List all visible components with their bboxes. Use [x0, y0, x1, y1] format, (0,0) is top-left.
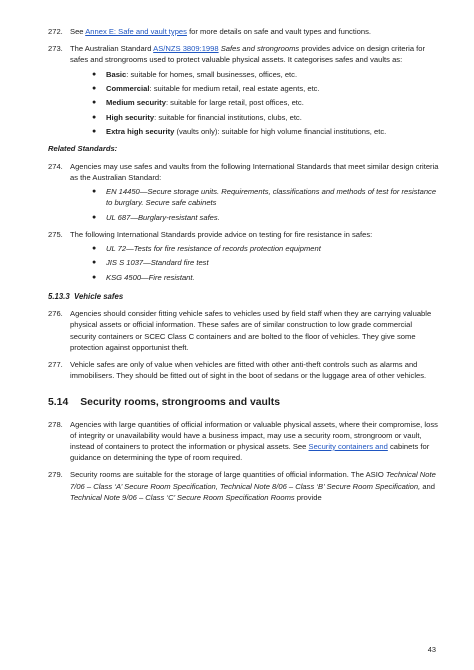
- bullet-icon: ●: [92, 85, 97, 92]
- paragraph-number: 272.: [48, 27, 63, 36]
- section-heading: 5.14 Security rooms, strongrooms and vaults: [48, 397, 281, 409]
- document-page: [48, 26, 440, 509]
- list-item: ● UL 72—Tests for fire resistance of records protection equipment: [92, 243, 321, 253]
- subsection-heading: 5.13.3 Vehicle safes: [48, 291, 124, 301]
- list-item: ● High security: suitable for financial institutions, clubs, etc.: [92, 112, 302, 122]
- bullet-icon: ●: [92, 244, 97, 252]
- paragraph-number: 277.: [48, 359, 63, 369]
- page-number: 43: [427, 645, 436, 654]
- paragraph-273: 273. The Australian Standard AS/NZS 3809:1998 Safes and strongrooms provides advice on design criteria for safes and strongrooms used to protect valuable physical assets. It categorises safes and vaults as: ● Basic: suitable for homes, small businesses, offices, etc. ● Commercial: suitable for medium retail, real estate agents, etc. ● Medium security: suitable for large retail, post offices, etc. ● High security: suitable for financial institutions, clubs, etc. ● Extra high security (vaults only): suitable for high volume financial institutions, etc.: [48, 43, 440, 137]
- bullet-icon: ●: [92, 273, 97, 281]
- annex-e-link[interactable]: Annex E: Safe and vault types: [85, 27, 187, 36]
- bullet-icon: ●: [92, 113, 97, 121]
- paragraph-number: 274.: [48, 161, 63, 171]
- paragraph-number: 273.: [48, 44, 63, 54]
- related-standards-heading: Related Standards:: [48, 144, 118, 154]
- fire-standards-list: [70, 243, 440, 283]
- list-item: ● Extra high security (vaults only): suitable for high volume financial institutions, etc.: [92, 127, 387, 137]
- standard-link[interactable]: AS/NZS 3809:1998: [153, 44, 219, 54]
- paragraph-277: 277. Vehicle safes are only of value when vehicles are fitted with other anti-theft controls such as alarms and immobilisers. They should be fitted out of sight in the boot of sedans or the luggage area of other vehicles.: [48, 359, 427, 381]
- list-item: ● Commercial: suitable for medium retail, real estate agents, etc.: [92, 84, 320, 93]
- list-item: ● JIS S 1037—Standard fire test: [92, 258, 209, 268]
- international-standards-list: [70, 186, 440, 223]
- list-item: ● EN 14450—Secure storage units. Requirements, classifications and methods of test for resistance to burglary. Secure safe cabinets: [92, 186, 437, 208]
- paragraph-number: 279.: [48, 470, 63, 480]
- list-item: ● UL 687—Burglary-resistant safes.: [92, 212, 220, 222]
- paragraph-279: 279. Security rooms are suitable for the storage of large quantities of official information. The ASIO Technical Note 7/06 – Class ‘A’ Secure Room Specification, Technical Note 8/06 – Class ‘B’ Secure Room Specification, and Technical Note 9/06 – Class ‘C’ Secure Room Specification Rooms provide: [48, 470, 436, 502]
- bullet-icon: ●: [92, 213, 97, 221]
- list-item: ● KSG 4500—Fire resistant.: [92, 272, 195, 282]
- paragraph-number: 276.: [48, 309, 63, 319]
- paragraph-276: 276. Agencies should consider fitting vehicle safes to vehicles used by field staff when they are carrying valuable physical assets or official information. These safes are of similar construction to low grade commercial security containers or SCEC Class C containers and are bolted to the floor of vehicles. They give some protection against opportunist theft.: [48, 309, 432, 352]
- paragraph-278: 278. Agencies with large quantities of official information or valuable physical assets, where their compromise, loss of integrity or unavailability would have a business impact, may use a security room, strongroom or vault, instead of containers to protect the information or physical assets. See Security containers and cabinets for guidance on determining the type of room required.: [48, 419, 438, 463]
- bullet-icon: ●: [92, 187, 97, 195]
- security-containers-link[interactable]: Security containers and: [308, 442, 388, 451]
- paragraph-274: 274. Agencies may use safes and vaults from the following International Standards that meet similar design criteria as the Australian Standard: ● EN 14450—Secure storage units. Requirements, classifications and methods of test for resistance to burglary. Secure safe cabinets ● UL 687—Burglary-resistant safes.: [48, 161, 439, 222]
- bullet-icon: ●: [92, 259, 97, 267]
- bullet-icon: ●: [92, 70, 97, 78]
- bullet-icon: ●: [92, 99, 97, 107]
- paragraph-275: 275. The following International Standards provide advice on testing for fire resistance in safes: ● UL 72—Tests for fire resistance of records protection equipment ● JIS S 1037—Standard fire test ● KSG 4500—Fire resistant.: [48, 229, 440, 283]
- paragraph-272: 272. See Annex E: Safe and vault types for more details on safe and vault types and functions.: [48, 27, 371, 36]
- list-item: ● Basic: suitable for homes, small businesses, offices, etc.: [92, 69, 298, 79]
- paragraph-number: 278.: [48, 419, 63, 429]
- paragraph-number: 275.: [48, 229, 63, 239]
- safe-categories-list: [70, 69, 440, 138]
- list-item: ● Medium security: suitable for large retail, post offices, etc.: [92, 98, 304, 108]
- bullet-icon: ●: [92, 128, 97, 136]
